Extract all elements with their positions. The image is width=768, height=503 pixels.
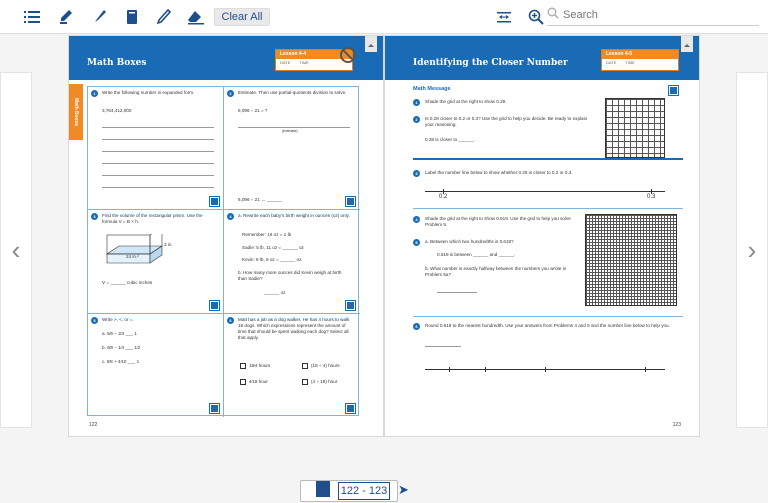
page-header [69,36,383,80]
chevron-left-icon: ‹ [11,234,21,265]
date-label: DATE [280,60,291,65]
time-label: TIME [625,60,635,65]
problem-expression: 6,096 ÷ 21 = ? [238,108,268,113]
problem-text: Round 0.619 to the nearest hundredth. Use your answers from Problems 4 and 5 and the number line below to help you. [425,323,670,328]
bookmark-icon[interactable] [681,36,693,52]
date-time-row [276,59,352,67]
problem-text: Find the volume of the rectangular prism. Use the formula V = B × h. [102,213,203,224]
section-divider [413,208,683,209]
prohibited-icon [340,47,356,63]
kevin-weight: Kevin: 8 lb, 9 oz = ______ oz [242,257,302,262]
estimate-label: (estimate) [282,129,298,133]
math-boxes-tab: Math Boxes [69,84,83,140]
math-box-1 [88,87,224,210]
option-checkbox[interactable] [240,379,246,385]
problem-text: Is 0.28 closer to 0.2 or 0.3? Use the grid to help you decide. Be ready to explain your reasoning. [425,116,588,127]
search-icon [547,6,559,24]
search-box[interactable] [547,4,759,26]
srb-icon [346,197,355,206]
math-boxes-grid [87,86,359,416]
problem-part-b: b. What number is exactly halfway between the numbers you wrote in Problem 5a? [425,266,567,277]
chevron-right-icon: › [747,234,757,265]
problem-answer: ______ oz [264,290,286,295]
problem-number: 1 [91,90,98,97]
conversion-note: Remember: 16 oz = 1 lb [242,232,292,237]
problem-text: Estimate. Then use partial-quotients division to solve. [238,90,347,95]
srb-icon [210,301,219,310]
problem-text: Write >, <, or =. [102,317,134,322]
problem-answer: 0.28 is closer to ______. [425,137,476,142]
problem-number: 3 [91,213,98,220]
page-number: 122 [89,422,98,428]
answer-line [102,187,214,188]
date-label: DATE [606,60,617,65]
book-icon[interactable] [316,481,330,497]
right-page [384,35,700,437]
page-header [385,36,699,80]
search-input[interactable] [563,9,743,21]
pen-icon[interactable] [90,7,110,27]
problem-part-a: a. Between which two hundredths is 0.619? [425,239,514,244]
answer-line [102,151,214,152]
pencil-icon[interactable] [154,7,174,27]
clear-all-button[interactable]: Clear All [214,8,270,26]
problem-number: 6 [227,317,234,324]
thousandths-grid[interactable] [585,214,677,306]
math-box-3 [88,210,224,314]
eraser-icon[interactable] [186,7,206,27]
prism-base-label: 24 in.² [126,254,139,259]
problem-part-a: a. Rewrite each baby's birth weight in ounces (oz) only. [238,213,350,218]
comparison-b: b. 6⁄8 − 1⁄4 ___ 1⁄2 [102,345,141,350]
number-line-left-label: 0.2 [439,194,448,200]
date-time-row [602,59,678,67]
option-label: 4⁄18 hour [249,379,268,384]
problem-number: 4 [413,216,420,223]
math-box-5 [88,314,224,417]
problem-text: Matt has a job as a dog walker. He has 4 hours to walk 18 dogs. Which expressions represent the amount of time that should be spent walking each dog? Select all that apply. [238,317,350,340]
section-divider [413,316,683,317]
zoom-in-icon[interactable] [526,7,546,27]
problem-part-b: b. How many more ounces did Kevin weigh at birth than Sadie? [238,270,342,281]
page-range-input[interactable]: 122 - 123 [338,482,390,500]
page-title: Identifying the Closer Number [413,58,568,68]
lesson-label: Lesson 4-4 [276,50,352,59]
next-page-button[interactable] [736,72,768,428]
answer-line [102,139,214,140]
srb-icon [210,404,219,413]
page-number: 123 [672,422,681,428]
toolbar [0,0,768,34]
section-divider [413,158,683,160]
problem-number: 4 [227,213,234,220]
answer-line [437,292,477,293]
number-line-tick [449,367,450,372]
comparison-a: a. 5⁄6 − 2⁄3 ___ 1 [102,331,137,336]
option-checkbox[interactable] [302,363,308,369]
problem-text: Shade the grid at the right to show 0.28. [425,99,507,104]
answer-line [102,175,214,176]
answer-line [102,127,214,128]
problem-text: Write the following number in expanded form. [102,90,195,95]
prism-height-label: 3 in. [164,242,173,247]
marker-icon[interactable] [56,7,76,27]
problem-answer: V = ______ cubic inches [102,280,153,285]
option-label: (18 ÷ 4) hours [311,363,340,368]
problem-number: 5 [91,317,98,324]
number-line-tick [485,367,486,372]
problem-number: 2 [227,90,234,97]
number-line-right-label: 0.3 [647,194,656,200]
srb-icon [346,301,355,310]
number-line-tick [645,367,646,372]
next-arrow-icon[interactable]: ➤ [398,482,409,497]
page-viewer [0,34,768,470]
srb-icon [210,197,219,206]
math-box-4 [224,210,360,314]
section-heading: Math Message [413,86,451,92]
lesson-tag [601,49,679,71]
time-label: TIME [299,60,309,65]
option-label: (4 ÷ 18) hour [311,379,338,384]
math-box-6 [224,314,360,417]
srb-icon [346,404,355,413]
srb-icon [669,86,678,95]
problem-text: Shade the grid at the right to show 0.619. Use the grid to help you solve Problem 5. [425,216,571,227]
option-checkbox[interactable] [240,363,246,369]
number-line-tick [545,367,546,372]
option-label: 18⁄4 hours [249,363,271,368]
previous-page-button[interactable] [0,72,32,428]
number-line [425,191,665,192]
problem-text: Label the number line below to show whether 0.28 is closer to 0.2 or 0.3. [425,170,573,175]
answer-line [102,163,214,164]
lesson-label: Lesson 4-5 [602,50,678,59]
sadie-weight: Sadie: 5 lb, 11 oz = ______ oz [242,245,304,250]
problem-answer: 0.619 is between ______ and ______. [437,252,516,257]
book-note-icon[interactable] [122,7,142,27]
hundredths-grid[interactable] [605,98,665,158]
left-page [68,35,384,437]
answer-line [425,346,461,347]
problem-number: 6 [413,323,420,330]
footer-navigation [0,470,768,503]
list-icon[interactable] [22,7,42,27]
comparison-c: c. 6⁄8 + 4⁄10 ___ 1 [102,359,140,364]
problem-value: 3,764,412,000 [102,108,132,113]
fit-width-icon[interactable] [494,7,514,27]
problem-answer: 6,096 ÷ 21 → ______ [238,197,283,202]
option-checkbox[interactable] [302,379,308,385]
problem-number: 2 [413,116,420,123]
page-title: Math Boxes [87,58,147,68]
problem-number: 3 [413,170,420,177]
math-box-2 [224,87,360,210]
problem-number: 1 [413,99,420,106]
bookmark-icon[interactable] [365,36,377,52]
problem-number: 5 [413,239,420,246]
